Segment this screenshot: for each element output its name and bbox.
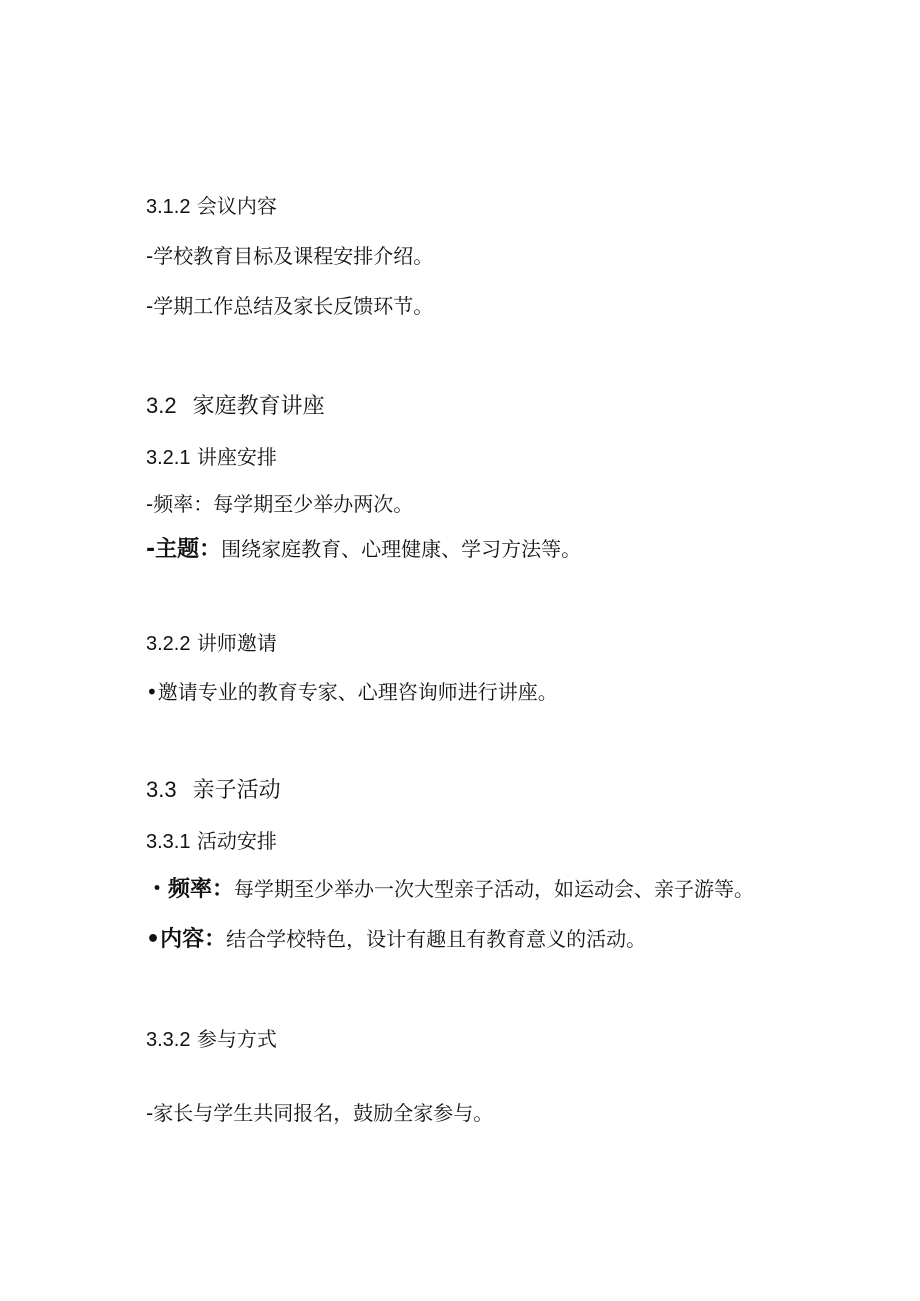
list-item bbox=[146, 927, 646, 953]
list-item bbox=[146, 537, 581, 563]
list-item-text: 家长与学生共同报名，鼓励全家参与。 bbox=[153, 1101, 494, 1125]
list-marker: - bbox=[146, 244, 154, 268]
section-heading-3-3 bbox=[146, 777, 281, 804]
list-item-text: 邀请专业的教育专家、心理咨询师进行讲座。 bbox=[157, 680, 558, 704]
list-item-term: 频率： bbox=[168, 877, 235, 902]
subsection-title: 参与方式 bbox=[196, 1027, 277, 1051]
list-item-text: 学期工作总结及家长反馈环节。 bbox=[153, 294, 434, 318]
list-marker: - bbox=[146, 537, 156, 562]
subsection-number: 3.2.1 bbox=[146, 447, 191, 469]
list-item-term: 主题： bbox=[155, 537, 222, 562]
list-marker: • bbox=[146, 927, 161, 952]
list-item-term: 内容： bbox=[160, 927, 227, 952]
subsection-number: 3.2.2 bbox=[146, 633, 191, 655]
list-item-text: 学校教育目标及课程安排介绍。 bbox=[153, 244, 434, 268]
list-item-text: 围绕家庭教育、心理健康、学习方法等。 bbox=[221, 537, 582, 561]
list-marker: ・ bbox=[146, 877, 169, 902]
section-title: 家庭教育讲座 bbox=[192, 394, 325, 419]
list-item bbox=[146, 1101, 493, 1125]
subsection-title: 会议内容 bbox=[196, 194, 277, 218]
list-item bbox=[146, 244, 433, 268]
section-title: 亲子活动 bbox=[192, 778, 281, 803]
list-item bbox=[146, 680, 558, 704]
subsection-heading-3-2-2 bbox=[146, 631, 277, 656]
list-item-text: 结合学校特色，设计有趣且有教育意义的活动。 bbox=[226, 927, 647, 951]
subsection-title: 活动安排 bbox=[196, 829, 277, 853]
subsection-number: 3.1.2 bbox=[146, 196, 191, 218]
section-number: 3.2 bbox=[146, 393, 177, 418]
list-item bbox=[146, 877, 754, 903]
list-marker: - bbox=[146, 492, 154, 516]
list-item-text: 频率：每学期至少举办两次。 bbox=[153, 492, 414, 516]
subsection-title: 讲座安排 bbox=[196, 445, 277, 469]
list-marker: • bbox=[146, 680, 158, 704]
subsection-number: 3.3.1 bbox=[146, 831, 191, 853]
list-item bbox=[146, 294, 433, 318]
subsection-title: 讲师邀请 bbox=[196, 631, 277, 655]
list-item bbox=[146, 492, 413, 516]
section-number: 3.3 bbox=[146, 777, 177, 802]
subsection-number: 3.3.2 bbox=[146, 1029, 191, 1051]
subsection-heading-3-3-2 bbox=[146, 1027, 277, 1052]
list-marker: - bbox=[146, 1101, 154, 1125]
subsection-heading-3-2-1 bbox=[146, 445, 277, 470]
section-heading-3-2 bbox=[146, 393, 325, 420]
subsection-heading-3-3-1 bbox=[146, 829, 277, 854]
subsection-heading-3-1-2 bbox=[146, 194, 277, 219]
list-item-text: 每学期至少举办一次大型亲子活动，如运动会、亲子游等。 bbox=[234, 877, 755, 901]
list-marker: - bbox=[146, 294, 154, 318]
